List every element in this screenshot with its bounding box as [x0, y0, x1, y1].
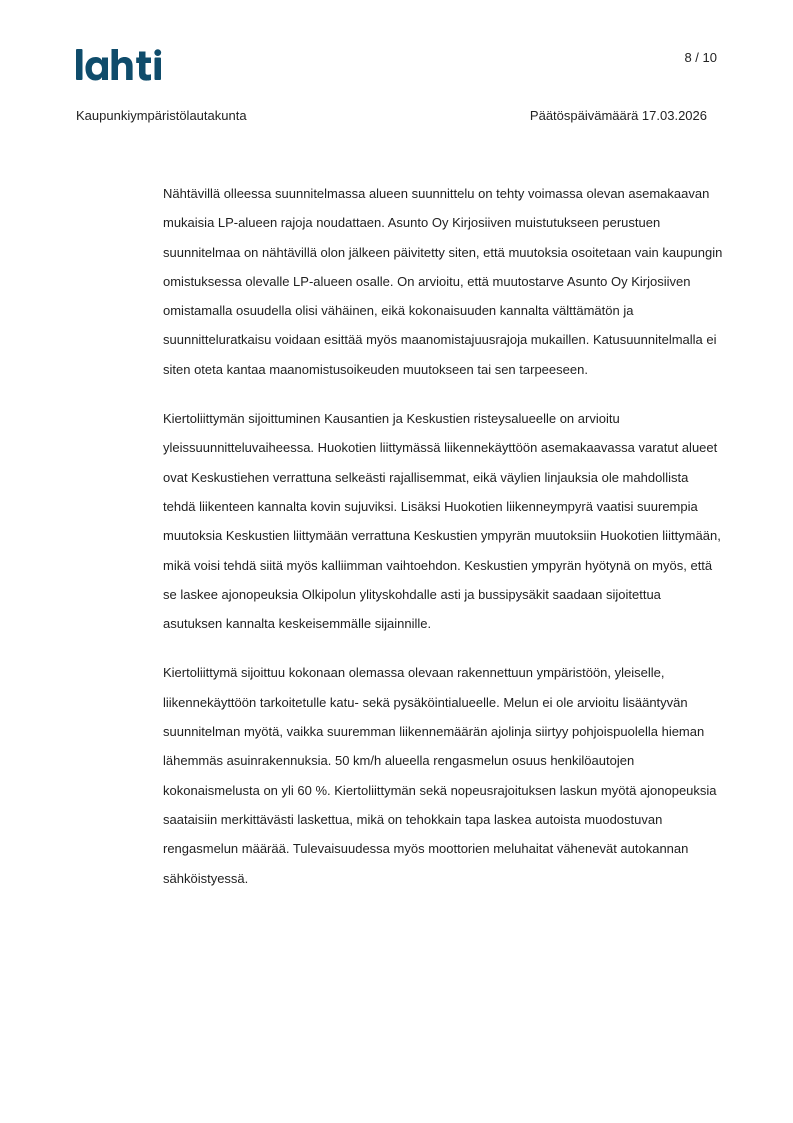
committee-name: Kaupunkiympäristölautakunta [76, 108, 247, 123]
paragraph-1: Nähtävillä olleessa suunnitelmassa alueen suunnittelu on tehty voimassa olevan asemakaavan mukaisia LP-alueen rajoja noudattaen. Asunto Oy Kirjosiiven muistutukseen perustuen suunnitelmaa on nähtävillä olon jälkeen päivitetty siten, että muutoksia osoitetaan vain kaupungin omistuksessa olevalle LP-alueen osalle. On arvioitu, että muutostarve Asunto Oy Kirjosiiven omistamalla osuudella olisi vähäinen, eikä kokonaisuuden kannalta välttämätön ja suunnitteluratkaisu voidaan esittää myös maanomistajuusrajoja mukaillen. Katusuunnitelmalla ei siten oteta kantaa maanomistusoikeuden muutokseen tai sen tarpeeseen. [163, 186, 723, 377]
paragraph-2: Kiertoliittymän sijoittuminen Kausantien ja Keskustien risteysalueelle on arvioitu yleissuunnitteluvaiheessa. Huokotien liittymässä liikennekäyttöön asemakaavassa varatut alueet ovat Keskustiehen verrattuna selkeästi rajallisemmat, eikä väylien linjauksia ole mahdollista tehdä liikenteen kannalta kovin sujuviksi. Lisäksi Huokotien liikenneympyrä vaatisi suurempia muutoksia Keskustien liittymään verrattuna Keskustien ympyrän muutoksiin Huokotien liittymään, mikä voisi tehdä siitä myös kalliimman vaihtoehdon. Keskustien ympyrän hyötynä on myös, että se laskee ajonopeuksia Olkipolun ylityskohdalle asti ja bussipysäkit saadaan sijoitettua asutuksen kannalta keskeisemmälle sijainnille. [163, 411, 721, 632]
page-number: 8 / 10 [684, 50, 717, 65]
lahti-logo [76, 49, 168, 81]
paragraph-3: Kiertoliittymä sijoittuu kokonaan olemassa olevaan rakennettuun ympäristöön, yleiselle, liikennekäyttöön tarkoitetulle katu- sekä pysäköintialueelle. Melun ei ole arvioitu lisääntyvän suunnitelman myötä, vaikka suuremman liikennemäärän ajolinja siirtyy pohjoispuolella hieman lähemmäs asuinrakennuksia. 50 km/h alueella rengasmelun osuus henkilöautojen kokonaismelusta on yli 60 %. Kiertoliittymän sekä nopeusrajoituksen laskun myötä ajonopeuksia saataisiin merkittävästi laskettua, mikä on tehokkain tapa laskea autoista muodostuvan rengasmelun määrää. Tulevaisuudessa myös moottorien meluhaitat vähenevät autokannan sähköistyessä. [163, 665, 717, 886]
decision-date: Päätöspäivämäärä 17.03.2026 [529, 108, 707, 123]
document-body [163, 179, 723, 913]
